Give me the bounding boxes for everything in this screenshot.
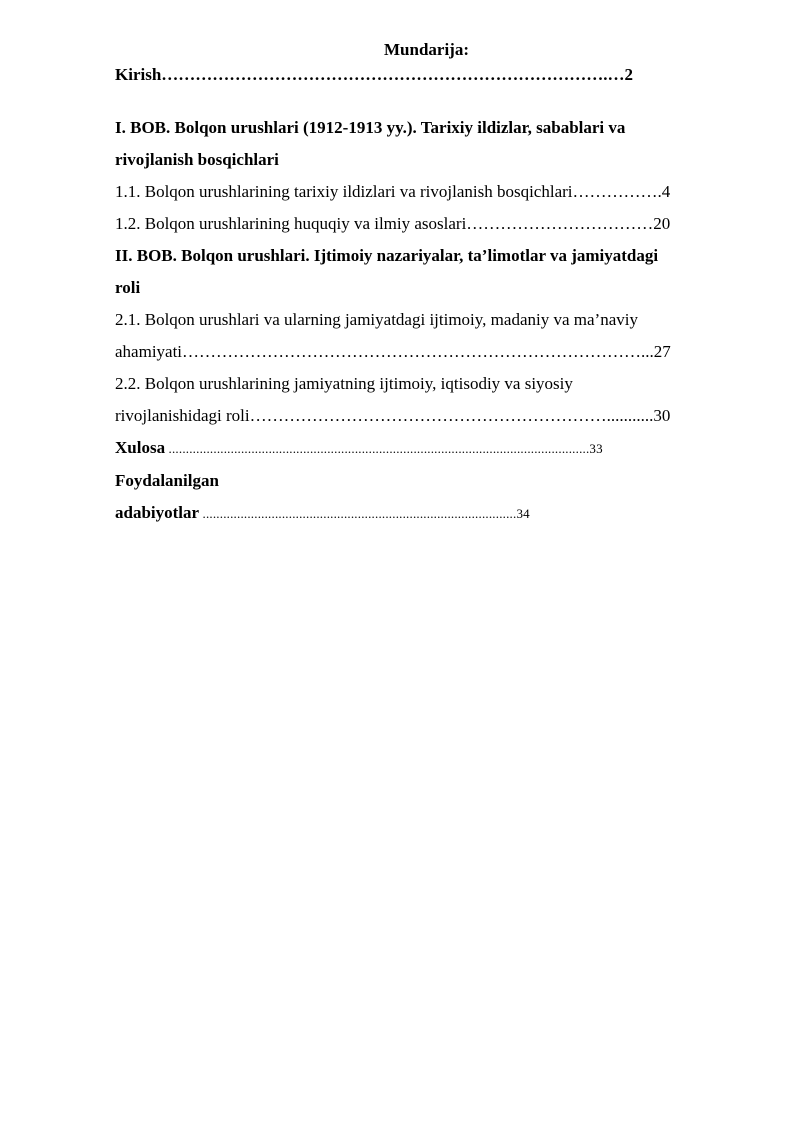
toc-chapter-1-title: I. BOB. Bolqon urushlari (1912-1913 yy.). Tarixiy ildizlar, sabablari va xyxy=(115,118,626,137)
toc-entry-2-2: 2.2. Bolqon urushlarining jamiyatning ijtimoiy, iqtisodiy va siyosiy xyxy=(115,374,573,393)
spacer xyxy=(115,86,728,112)
toc-chapter-2-title: II. BOB. Bolqon urushlari. Ijtimoiy nazariyalar, ta’limotlar va jamiyatdagi xyxy=(115,246,659,265)
toc-entry-references-label: adabiyotlar xyxy=(115,503,200,522)
toc-title: Mundarija: xyxy=(384,40,469,59)
toc-chapter-1-title-continued: rivojlanish bosqichlari xyxy=(115,150,279,169)
toc-entry-1-1: 1.1. Bolqon urushlarining tarixiy ildizlari va rivojlanish bosqichlari…………….4 xyxy=(115,182,671,201)
toc-entry-xulosa-label: Xulosa xyxy=(115,438,166,457)
toc-entry-kirish: Kirish…………………………………………………………………….…2 xyxy=(115,65,634,84)
toc-entry-2-1: 2.1. Bolqon urushlari va ularning jamiyatdagi ijtimoiy, madaniy va ma’naviy xyxy=(115,310,638,329)
toc-chapter-2-title-continued: roli xyxy=(115,278,141,297)
toc-entry-references-continued xyxy=(115,497,728,530)
toc-entry-references-page: ...........................................................................................34 xyxy=(199,506,530,521)
toc-entry-1-2: 1.2. Bolqon urushlarining huquqiy va ilmiy asoslari……………………………20 xyxy=(115,214,671,233)
toc-entry-xulosa xyxy=(115,432,728,465)
toc-entry-2-1-continued: ahamiyati………………………………………………………………………...27 xyxy=(115,342,671,361)
table-of-contents xyxy=(115,36,728,530)
toc-entry-2-2-continued: rivojlanishidagi roli………………………………………………………...........30 xyxy=(115,406,671,425)
toc-entry-xulosa-page: ..........................................................................................................................33 xyxy=(165,441,603,456)
toc-entry-references: Foydalanilgan xyxy=(115,471,219,490)
